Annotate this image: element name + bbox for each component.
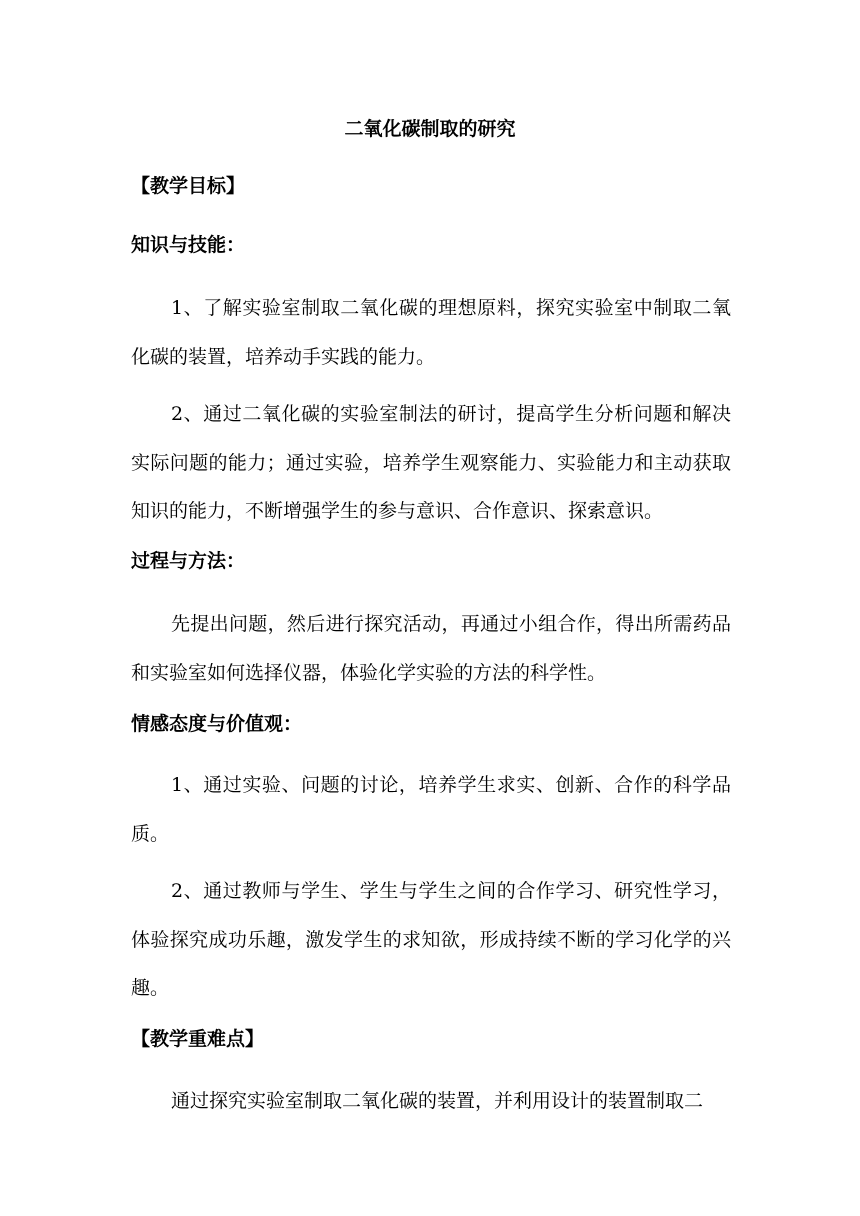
section-heading-keypoints: 【教学重难点】 bbox=[131, 1028, 265, 1050]
subheading-process-methods: 过程与方法： bbox=[131, 550, 246, 572]
paragraph-knowledge-1: 1、了解实验室制取二氧化碳的理想原料，探究实验室中制取二氧化碳的装置，培养动手实践的能力。 bbox=[131, 297, 731, 368]
subheading-knowledge-skills: 知识与技能： bbox=[131, 234, 246, 256]
paragraph-keypoints-1: 通过探究实验室制取二氧化碳的装置，并利用设计的装置制取二 bbox=[171, 1090, 704, 1112]
subheading-emotion-values: 情感态度与价值观： bbox=[131, 713, 303, 735]
paragraph-knowledge-2: 2、通过二氧化碳的实验室制法的研讨，提高学生分析问题和解决实际问题的能力；通过实验，培养学生观察能力、实验能力和主动获取知识的能力，不断增强学生的参与意识、合作意识、探索意识。 bbox=[131, 403, 731, 522]
section-heading-objectives: 【教学目标】 bbox=[131, 175, 246, 197]
paragraph-emotion-1: 1、通过实验、问题的讨论，培养学生求实、创新、合作的科学品质。 bbox=[131, 774, 731, 845]
document-title: 二氧化碳制取的研究 bbox=[344, 118, 516, 140]
paragraph-emotion-2: 2、通过教师与学生、学生与学生之间的合作学习、研究性学习，体验探究成功乐趣，激发学生的求知欲，形成持续不断的学习化学的兴趣。 bbox=[131, 880, 731, 999]
paragraph-process-1: 先提出问题，然后进行探究活动，再通过小组合作，得出所需药品和实验室如何选择仪器，体验化学实验的方法的科学性。 bbox=[131, 613, 731, 684]
